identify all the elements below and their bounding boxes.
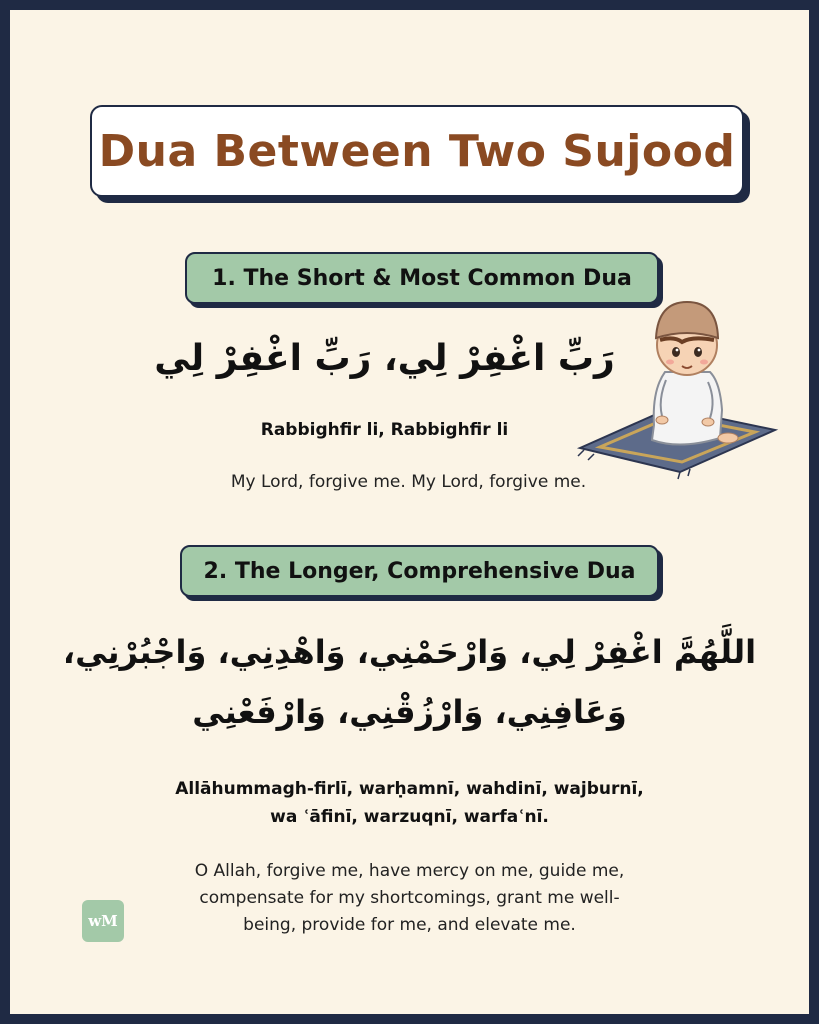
section2-transliteration xyxy=(10,775,809,831)
title-box xyxy=(90,105,744,197)
section2-meaning-line3: being, provide for me, and elevate me. xyxy=(243,915,576,935)
section2-meaning xyxy=(10,858,809,939)
section2-transliteration-line1: Allāhummagh-firlī, warḥamnī, wahdinī, wajburnī, xyxy=(175,779,644,799)
section2-transliteration-line2: wa ʿāfinī, warzuqnī, warfaʿnī. xyxy=(270,807,549,827)
section2-meaning-line2: compensate for my shortcomings, grant me well- xyxy=(199,888,620,908)
section2-arabic-line1: اللَّهُمَّ اغْفِرْ لِي، وَارْحَمْنِي، وَاهْدِنِي، وَاجْبُرْنِي، xyxy=(62,633,757,671)
section2-arabic-line2: وَعَافِنِي، وَارْزُقْنِي، وَارْفَعْنِي xyxy=(192,693,627,731)
page-title: Dua Between Two Sujood xyxy=(98,125,736,177)
section1-arabic: رَبِّ اغْفِرْ لِي، رَبِّ اغْفِرْ لِي xyxy=(154,338,615,379)
section2-heading: 2. The Longer, Comprehensive Dua xyxy=(180,545,659,597)
brand-logo: wM xyxy=(82,900,124,942)
section1-meaning: My Lord, forgive me. My Lord, forgive me. xyxy=(230,472,587,492)
section2-meaning-line1: O Allah, forgive me, have mercy on me, guide me, xyxy=(194,861,625,881)
section1-heading: 1. The Short & Most Common Dua xyxy=(185,252,659,304)
section2-arabic xyxy=(10,622,809,742)
page-frame xyxy=(10,10,809,1014)
section1-transliteration: Rabbighfir li, Rabbighfir li xyxy=(260,420,509,440)
praying-boy-illustration xyxy=(570,290,780,480)
